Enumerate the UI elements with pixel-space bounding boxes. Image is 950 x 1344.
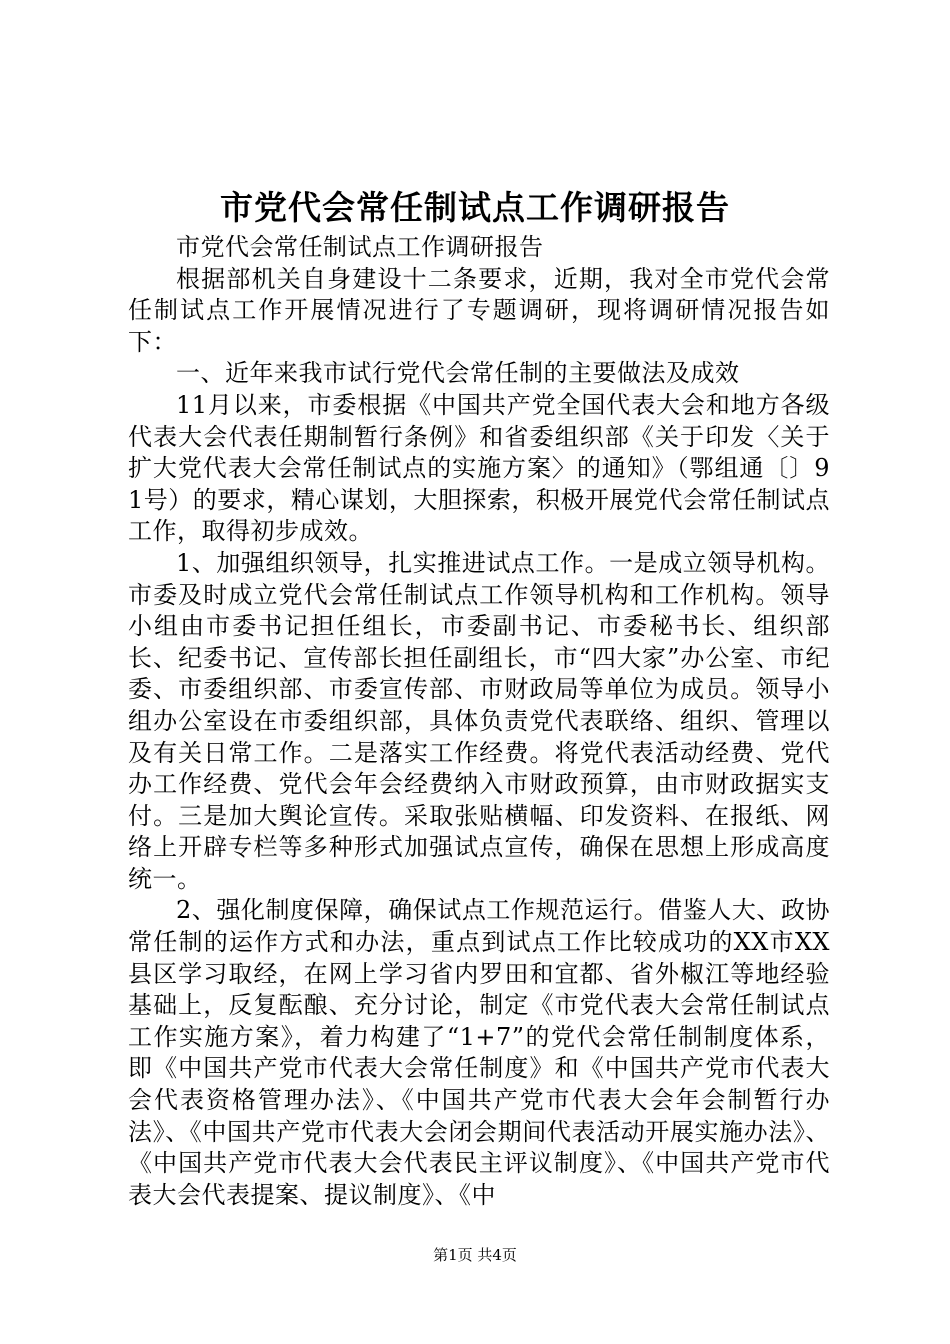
paragraph-background: 11月以来，市委根据《中国共产党全国代表大会和地方各级代表大会代表任期制暂行条例》和省委组织部《关于印发〈关于扩大党代表大会常任制试点的实施方案〉的通知》（鄂组通〔〕91号）的要求，精心谋划，大胆探索，积极开展党代会常任制试点工作，取得初步成效。 (128, 390, 830, 546)
paragraph-point-1: 1、加强组织领导，扎实推进试点工作。一是成立领导机构。市委及时成立党代会常任制试点工作领导机构和工作机构。领导小组由市委书记担任组长，市委副书记、市委秘书长、组织部长、纪委书记、宣传部长担任副组长，市“四大家”办公室、市纪委、市委组织部、市委宣传部、市财政局等单位为成员。领导小组办公室设在市委组织部，具体负责党代表联络、组织、管理以及有关日常工作。二是落实工作经费。将党代表活动经费、党代办工作经费、党代会年会经费纳入市财政预算，由市财政据实支付。三是加大舆论宣传。采取张贴横幅、印发资料、在报纸、网络上开辟专栏等多种形式加强试点宣传，确保在思想上形成高度统一。 (128, 548, 830, 893)
page-number-footer: 第1页 共4页 (433, 1246, 517, 1264)
paragraph-subtitle: 市党代会常任制试点工作调研报告 (176, 233, 544, 261)
document-body (128, 232, 830, 1211)
section-heading: 一、近年来我市试行党代会常任制的主要做法及成效 (176, 359, 740, 388)
document-title: 市党代会常任制试点工作调研报告 (220, 188, 730, 227)
paragraph-point-2: 2、强化制度保障，确保试点工作规范运行。借鉴人大、政协常任制的运作方式和办法，重点到试点工作比较成功的XX市XX县区学习取经，在网上学习省内罗田和宜都、省外椒江等地经验基础上，反复酝酿、充分讨论，制定《市党代表大会常任制试点工作实施方案》，着力构建了“1+7”的党代会常任制制度体系，即《中国共产党市代表大会常任制度》和《中国共产党市代表大会代表资格管理办法》、《中国共产党市代表大会年会制暂行办法》、《中国共产党市代表大会闭会期间代表活动开展实施办法》、《中国共产党市代表大会代表民主评议制度》、《中国共产党市代表大会代表提案、提议制度》、《中 (128, 896, 830, 1209)
paragraph-intro: 根据部机关自身建设十二条要求，近期，我对全市党代会常任制试点工作开展情况进行了专题调研，现将调研情况报告如下： (128, 264, 830, 356)
